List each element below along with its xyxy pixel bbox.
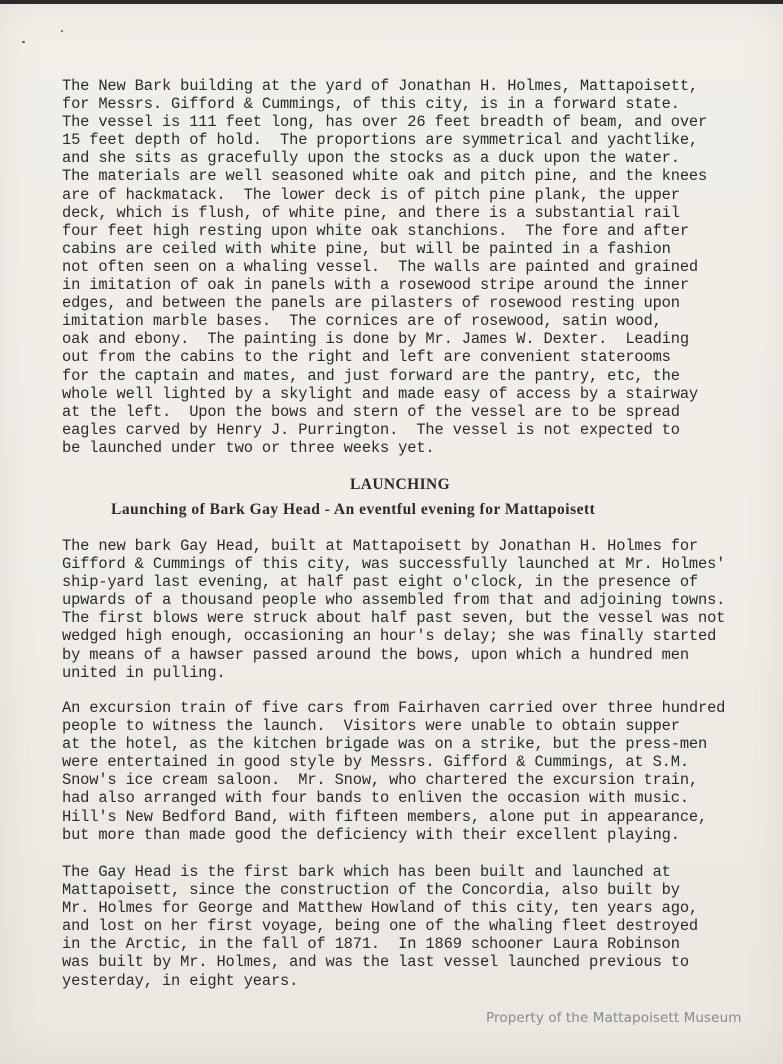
article-paragraph-excursion: An excursion train of five cars from Fairhaven carried over three hundred people to witness the launch. Visitors were unable to obtain supper at the hotel, as the kitchen brigade was on a strike, but the press-men were entertained in good style by Messrs. Gifford & Cummings, at S.M. Snow's ice cream saloon. Mr. Snow, who chartered the excursion train, had also arranged with four bands to enliven the occasion with music. Hill's New Bedford Band, with fifteen members, alone put in appearance, but more than made good the deficiency with their excellent playing.	[62, 699, 726, 844]
paper-speck	[22, 41, 25, 43]
article-paragraph-new-bark: The New Bark building at the yard of Jonathan H. Holmes, Mattapoisett, for Messrs. Gifford & Cummings, of this city, is in a forward state. The vessel is 111 feet long, has over 26 feet breadth of beam, and over 15 feet depth of hold. The proportions are symmetrical and yachtlike, and she sits as gracefully upon the stocks as a duck upon the water. The materials are well seasoned white oak and pitch pine, and the knees are of hackmatack. The lower deck is of pitch pine plank, the upper deck, which is flush, of white pine, and there is a substantial rail four feet high resting upon white oak stanchions. The fore and after cabins are ceiled with white pine, but will be painted in a fashion not often seen on a whaling vessel. The walls are painted and grained in imitation of oak in panels with a rosewood stripe around the inner edges, and between the panels are pilasters of rosewood resting upon imitation marble bases. The cornices are of rosewood, satin wood, oak and ebony. The painting is done by Mr. James W. Dexter. Leading out from the cabins to the right and left are convenient staterooms for the captain and mates, and just forward are the pantry, etc, the whole well lighted by a skylight and made easy of access by a stairway at the left. Upon the bows and stern of the vessel are to be spread eagles carved by Henry J. Purrington. The vessel is not expected to be launched under two or three weeks yet.	[62, 77, 708, 457]
paper-speck	[61, 30, 63, 32]
document-page	[0, 4, 783, 1064]
section-heading: LAUNCHING	[350, 476, 451, 493]
article-paragraph-launch: The new bark Gay Head, built at Mattapoisett by Jonathan H. Holmes for Gifford & Cummings of this city, was successfully launched at Mr. Holmes' ship-yard last evening, at half past eight o'clock, in the presence of upwards of a thousand people who assembled from that and adjoining towns. The first blows were struck about half past seven, but the vessel was not wedged high enough, occasioning an hour's delay; she was finally started by means of a hawser passed around the bows, upon which a hundred men united in pulling.	[62, 537, 726, 682]
museum-watermark: Property of the Mattapoisett Museum	[486, 1010, 742, 1026]
section-subheading: Launching of Bark Gay Head - An eventful evening for Mattapoisett	[111, 501, 596, 518]
article-paragraph-gay-head-history: The Gay Head is the first bark which has been built and launched at Mattapoisett, since the construction of the Concordia, also built by Mr. Holmes for George and Matthew Howland of this city, ten years ago, and lost on her first voyage, being one of the whaling fleet destroyed in the Arctic, in the fall of 1871. In 1869 schooner Laura Robinson was built by Mr. Holmes, and was the last vessel launched previous to yesterday, in eight years.	[62, 863, 699, 990]
